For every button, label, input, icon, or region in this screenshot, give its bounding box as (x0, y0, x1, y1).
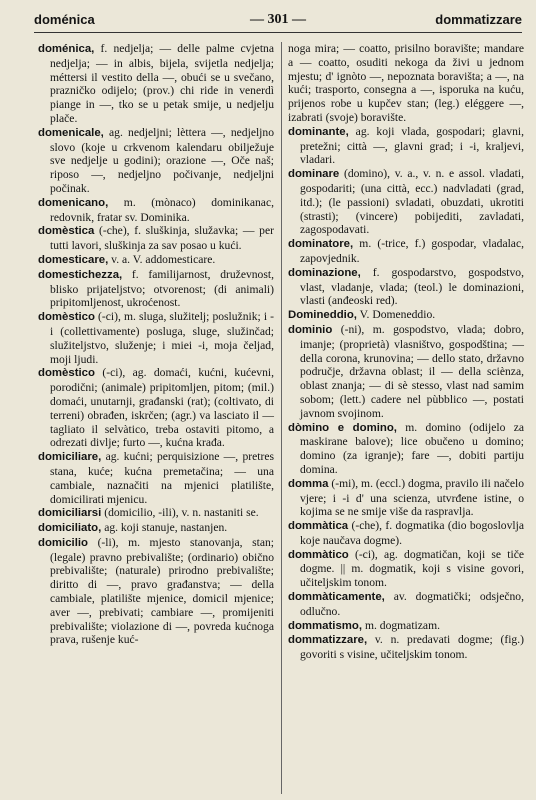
entry-definition: ag. koji stanuje, nastanjen. (101, 521, 228, 535)
entry-definition: av. dogmatički; odsječno, odlučno. (300, 590, 524, 618)
page-header (34, 12, 522, 32)
entry-definition: (-che), f. dogmatika (dio bogoslovlja koje naučava dogme). (300, 519, 524, 547)
dictionary-entry (288, 237, 524, 266)
left-guide-word: doménica (34, 12, 95, 27)
dictionary-entry (288, 266, 524, 308)
entry-definition: ag. nedjeljni; lèttera —, nedjeljno slovo (koje u crkvenom kalendaru obilježuje sve nedjelje u godini); orazione —, Oče naš; riposo —, nedjeljno počivanje, nedjeljni počinak. (50, 125, 274, 195)
dictionary-entry (38, 521, 274, 536)
entry-headword: dommàtica (288, 520, 349, 533)
entry-headword: Domineddio, (288, 309, 357, 322)
entry-definition: (-ci), ag. domaći, kućni, kućevni, porodični; (animale) pripitomljen, pitom; (mil.) domaći, unutarnji, građanski (rat); (coltivato, di terreni) obrađen, iskrčen; (agr.) va lasciato il — tagliato il selvàtico, treba ostaviti pitomo, a odrezati divlje; furto —, kućna krađa. (50, 366, 274, 450)
entry-definition: m. (mònaco) dominikanac, redovnik, fratar sv. Dominika. (50, 195, 274, 224)
entry-headword: dommatismo, (288, 619, 363, 632)
entry-headword: domiciliarsi (38, 507, 102, 520)
entry-definition: (domino), v. a., v. n. e assol. vladati, gospodariti; (una città, ecc.) nadvladati (grad, itd.); (le passioni) svladati, obuzdati, ukrotiti (strasti); (vincere) pobijediti, zavladati, zagospodavati. (300, 167, 524, 237)
dictionary-entry (288, 619, 524, 634)
header-rule (34, 32, 522, 33)
entry-headword: domesticare, (38, 253, 109, 266)
entry-definition: ag. kućni; perquisizione —, pretres stana, kuće; kućna premetačina; — una cambiale, naznačiti na mjenici platilište, domicilirati mjenicu. (50, 450, 274, 506)
entry-definition: (-ni), m. gospodstvo, vlada; dobro, imanje; (proprietà) vlasništvo, gospodština; — della corona, krunovina; — dello stato, državno područje, državna oblast; il — della sciènza, oblast znanja; — di sè stesso, vlast nad samim sobom; (lett.) cadere nel pùbblico —, postati javnom svojinom. (300, 322, 524, 420)
entry-headword: domenicale, (38, 126, 104, 139)
entry-definition: (-mi), m. (eccl.) dogma, pravilo ili načelo vjere; i -i d' una scienza, utvrđene istine, o kojima se ne smije više da raspravlja. (300, 476, 524, 519)
entry-definition: (domicilio, -ili), v. n. nastaniti se. (101, 506, 259, 520)
entry-headword: doménica, (38, 43, 95, 55)
entry-headword: domèstica (38, 225, 95, 238)
dictionary-entry (38, 310, 274, 366)
entry-headword: domma (288, 477, 329, 490)
entry-definition: v. n. predavati dogme; (fig.) govoriti s visine, učiteljskim tonom. (300, 633, 524, 662)
dictionary-entry (38, 506, 274, 521)
entry-headword: dommàtico (288, 548, 349, 561)
dictionary-entry (38, 196, 274, 225)
entry-headword: domicilio (38, 536, 88, 549)
dictionary-entry (288, 519, 524, 548)
dictionary-entry (38, 42, 274, 126)
dictionary-entry (288, 323, 524, 421)
entry-definition: noga mira; — coatto, prisilno boravište; mandare a — coatto, osuditi nekoga da živi u jednom mjestu; d' ignòto —, nepoznata boravišta; a —, na kući; trasporto, consegna a —, isporuka na kuću, prijenos robe u kupčev stan; (leg.) eléggere —, izabrati (svoje) boravište. (288, 42, 524, 124)
dictionary-entry (288, 421, 524, 477)
dictionary-entry (288, 548, 524, 590)
entry-definition: f. familijarnost, druževnost, blisko prijateljstvo; otvorenost; (di animali) pripitomljenost, ukroćenost. (50, 267, 274, 310)
entry-headword: dominante, (288, 125, 349, 138)
entry-headword: domèstico (38, 367, 95, 380)
right-column (288, 42, 524, 662)
entry-definition: m. domino (odijelo za maskirane balove); lice obučeno u domino; domino (za igranje); fare —, dobiti partiju domina. (300, 420, 524, 476)
entry-definition: f. nedjelja; — delle palme cvjetna nedjelja; — in albis, bijela, svijetla nedjelja; méttersi il vestito della —, obući se u svečano, prazničko odijelo; (prov.) chi ride in venerdì piange in —, tko se u petak smije, u nedjelju plače. (50, 42, 274, 125)
dictionary-entry (288, 125, 524, 167)
dictionary-entry (38, 126, 274, 196)
entry-headword: dominio (288, 323, 333, 336)
dictionary-entry (38, 366, 274, 450)
entry-headword: domenicano, (38, 196, 109, 209)
entry-headword: domiciliato, (38, 522, 102, 535)
entry-definition: (-ci), ag. dogmatičan, koji se tiče dogme. || m. dogmatik, koji s visine govori, učiteljskim tonom. (300, 547, 524, 590)
right-guide-word: dommatizzare (435, 12, 522, 27)
entry-headword: dommatizzare, (288, 634, 368, 647)
entry-definition: m. (-trice, f.) gospodar, vladalac, zapovjednik. (300, 237, 524, 265)
dictionary-entry (38, 268, 274, 310)
entry-headword: domestichezza, (38, 268, 123, 281)
entry-headword: dommàticamente, (288, 591, 385, 604)
entry-headword: domèstico (38, 311, 95, 324)
entry-definition: V. Domeneddio. (356, 308, 436, 322)
dictionary-entry (288, 590, 524, 619)
entry-definition: v. a. V. addomesticare. (108, 252, 216, 266)
entry-definition: ag. koji vlada, gospodari; glavni, pretežni; città —, glavni grad; i -i, kraljevi, vladari. (300, 124, 524, 167)
dictionary-entry (38, 536, 274, 647)
entry-definition: f. gospodarstvo, gospodstvo, vlast, vladanje, vlada; (teol.) le dominazioni, vlasti (anđeoski red). (300, 265, 524, 308)
entry-headword: dominatore, (288, 238, 354, 251)
entry-headword: domiciliare, (38, 451, 102, 464)
dictionary-entry (288, 42, 524, 125)
dictionary-entry (38, 224, 274, 253)
entry-definition: (-che), f. sluškinja, služavka; — per tutti lavori, sluškinja za sav posao u kući. (50, 224, 274, 253)
entry-headword: dòmino e domino, (288, 421, 397, 434)
entry-definition: m. dogmatizam. (362, 618, 440, 632)
column-divider (281, 42, 282, 794)
dictionary-entry (38, 253, 274, 268)
entry-definition: (-ci), m. sluga, služitelj; poslužnik; i -i (collettivamente) posluga, sluge, služinčad; služiteljstvo, služenje; i miei -i, moja čeljad, moji ljudi. (50, 310, 274, 366)
entry-headword: dominazione, (288, 266, 361, 279)
dictionary-entry (288, 633, 524, 662)
page-number: — 301 — (250, 12, 306, 27)
dictionary-entry (288, 167, 524, 237)
entry-headword: dominare (288, 168, 340, 181)
entry-definition: (-li), m. mjesto stanovanja, stan; (legale) pravno prebivalište; (ordinario) obično prebivalište; (naturale) prirodno prebivalište; diritto di —, pravo građanstva; — della cambiale, platilište mjenice, domicil mjenice; aver —, prebivati; cambiare —, promijeniti prebivalište; violazione di —, povreda kućnoga prava, rušenje kuć- (50, 535, 274, 647)
dictionary-entry (288, 308, 524, 323)
left-column (38, 42, 274, 647)
dictionary-entry (288, 477, 524, 519)
dictionary-entry (38, 450, 274, 506)
